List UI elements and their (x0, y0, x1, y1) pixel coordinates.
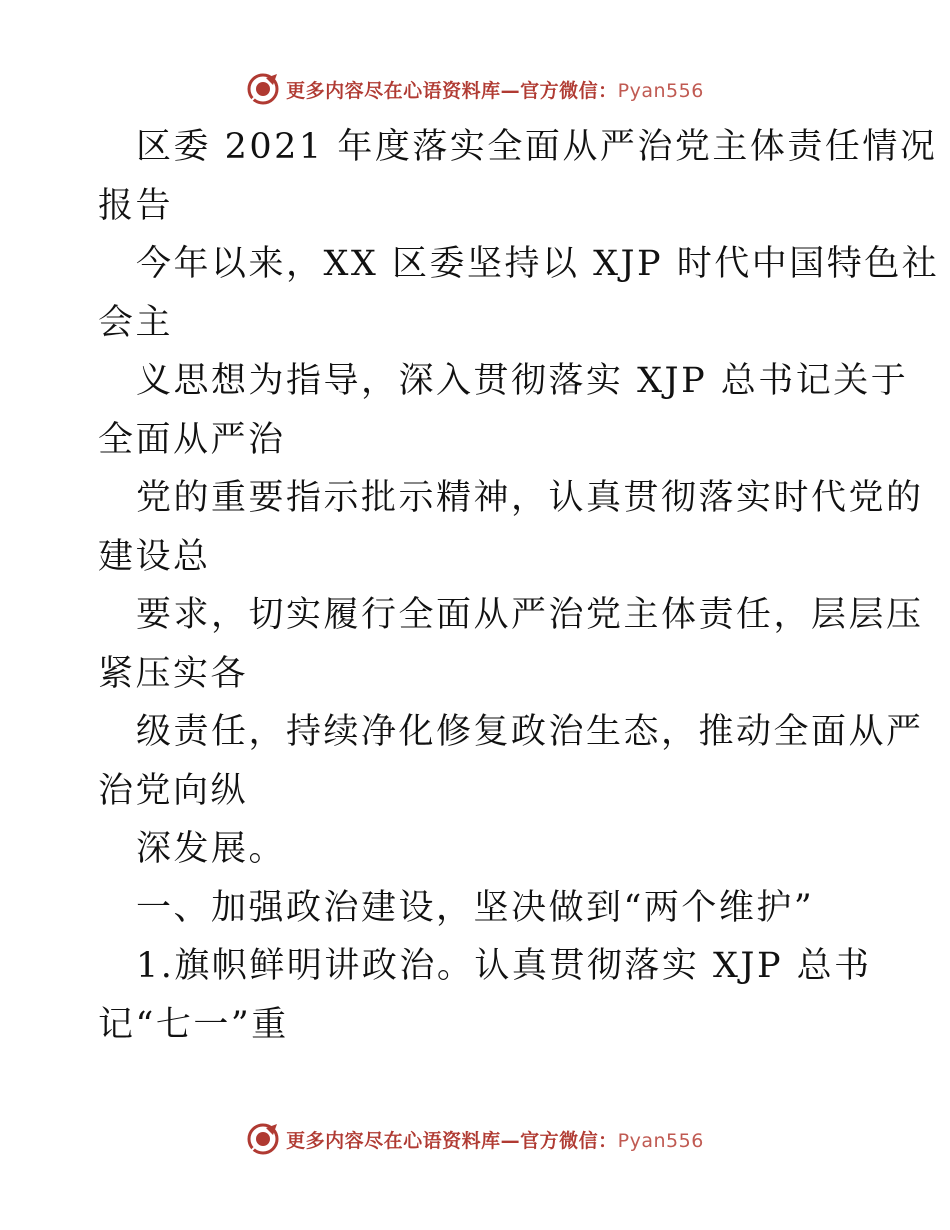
document-line: 全面从严治 (98, 419, 286, 460)
document-line: 一、加强政治建设，坚决做到“两个维护” (136, 887, 815, 928)
document-line: 党的重要指示批示精神，认真贯彻落实时代党的 (136, 478, 924, 518)
document-line: 今年以来，XX 区委坚持以 XJP 时代中国特色社 (136, 244, 940, 284)
document-body (98, 118, 940, 1054)
watermark-wechat-id: Pyan556 (617, 79, 704, 102)
watermark-text: 更多内容尽在心语资料库—官方微信：Pyan556 (286, 79, 704, 102)
watermark-wechat-id: Pyan556 (617, 1129, 704, 1152)
watermark-text: 更多内容尽在心语资料库—官方微信：Pyan556 (286, 1129, 704, 1152)
document-line: 治党向纵 (98, 770, 249, 811)
document-line: 报告 (98, 185, 174, 226)
pen-logo-icon (246, 72, 280, 106)
pen-logo-icon (246, 1122, 280, 1156)
document-line: 紧压实各 (98, 653, 249, 694)
document-line: 义思想为指导，深入贯彻落实 XJP 总书记关于 (136, 361, 909, 401)
document-line: 深发展。 (136, 829, 287, 869)
document-line: 区委 2021 年度落实全面从严治党主体责任情况 (136, 127, 938, 167)
document-line: 会主 (98, 302, 174, 343)
document-line: 要求，切实履行全面从严治党主体责任，层层压 (136, 595, 924, 635)
document-line: 级责任，持续净化修复政治生态，推动全面从严 (136, 712, 924, 752)
footer-watermark (0, 1122, 950, 1156)
document-line: 1.旗帜鲜明讲政治。认真贯彻落实 XJP 总书 (136, 946, 872, 986)
document-line: 记“七一”重 (98, 1004, 289, 1045)
header-watermark (0, 72, 950, 106)
document-line: 建设总 (98, 536, 211, 577)
